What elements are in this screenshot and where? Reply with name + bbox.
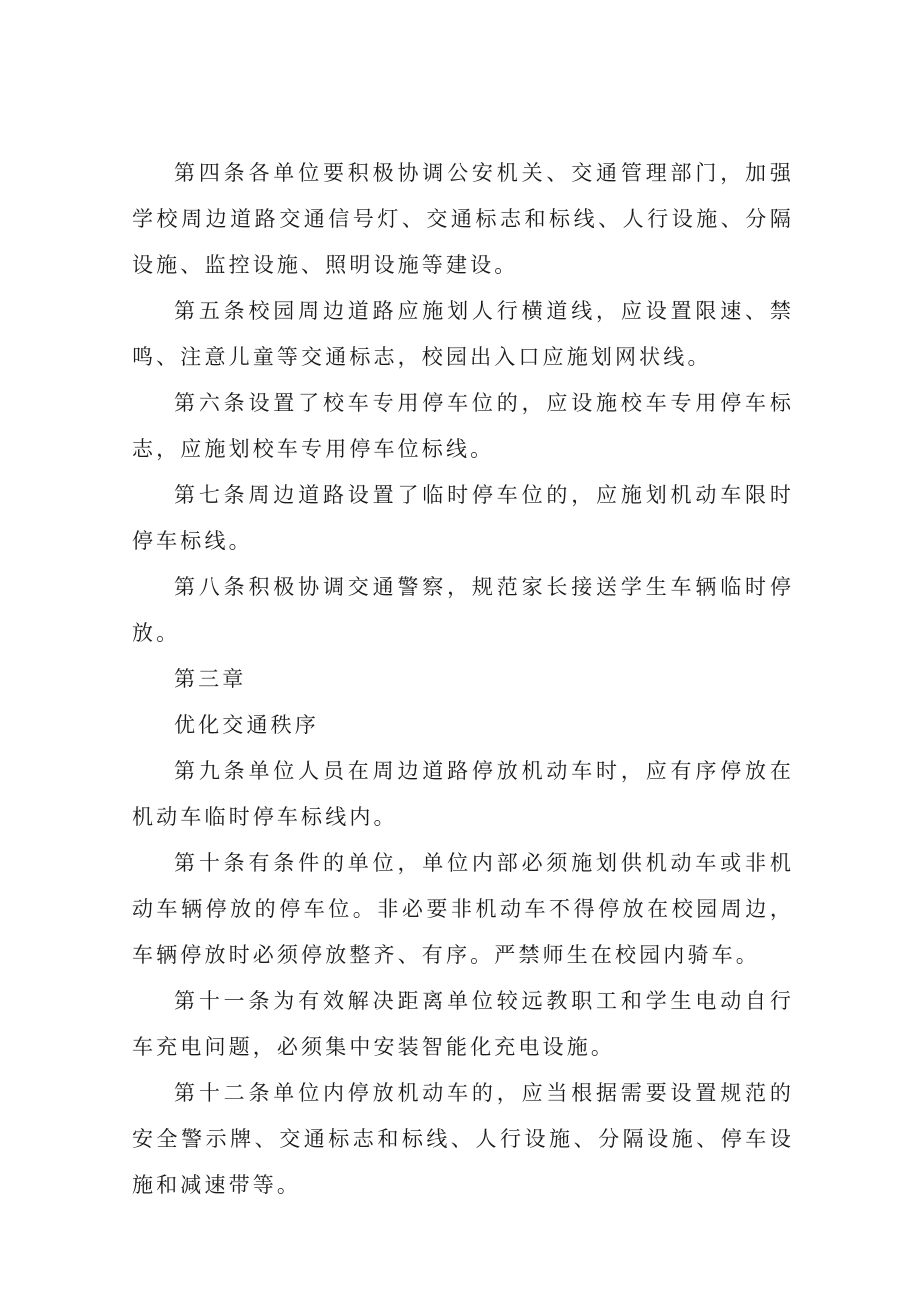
article-12: 第十二条单位内停放机动车的，应当根据需要设置规范的安全警示牌、交通标志和标线、人行设施、分隔设施、停车设施和减速带等。 [132,1081,794,1197]
article-5: 第五条校园周边道路应施划人行横道线，应设置限速、禁鸣、注意儿童等交通标志，校园出入口应施划网状线。 [132,299,794,369]
article-10: 第十条有条件的单位，单位内部必须施划供机动车或非机动车辆停放的停车位。非必要非机动车不得停放在校园周边，车辆停放时必须停放整齐、有序。严禁师生在校园内骑车。 [132,851,794,967]
chapter-title: 优化交通秩序 [174,713,319,737]
article-7: 第七条周边道路设置了临时停车位的，应施划机动车限时停车标线。 [132,483,794,553]
document-body [132,150,794,1208]
article-4: 第四条各单位要积极协调公安机关、交通管理部门，加强学校周边道路交通信号灯、交通标志和标线、人行设施、分隔设施、监控设施、照明设施等建设。 [132,161,794,277]
article-9: 第九条单位人员在周边道路停放机动车时，应有序停放在机动车临时停车标线内。 [132,759,794,829]
article-11: 第十一条为有效解决距离单位较远教职工和学生电动自行车充电问题，必须集中安装智能化充电设施。 [132,989,794,1059]
article-8: 第八条积极协调交通警察，规范家长接送学生车辆临时停放。 [132,575,794,645]
article-6: 第六条设置了校车专用停车位的，应设施校车专用停车标志，应施划校车专用停车位标线。 [132,391,794,461]
chapter-heading: 第三章 [174,667,247,691]
